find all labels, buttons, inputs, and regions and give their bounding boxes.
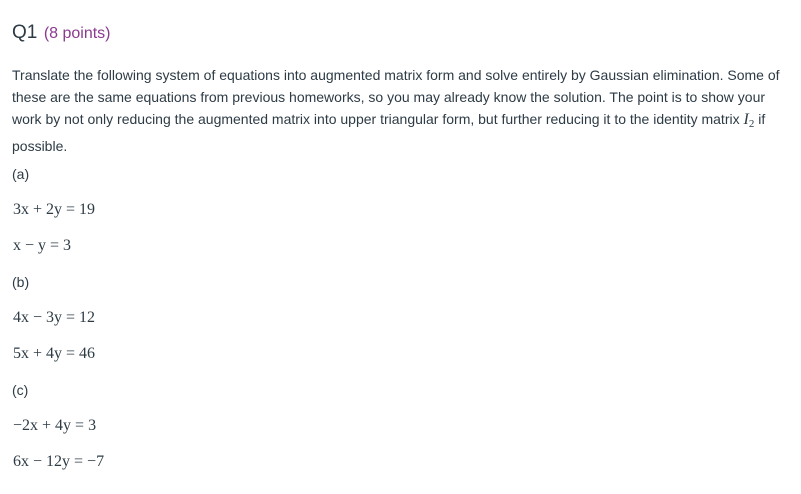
identity-matrix-symbol: I bbox=[743, 111, 749, 128]
question-title: Q1 bbox=[12, 22, 38, 43]
equation-c2: 6x − 12y = −7 bbox=[13, 453, 105, 470]
equation-c1: −2x + 4y = 3 bbox=[13, 417, 97, 434]
equation-a2: x − y = 3 bbox=[13, 237, 72, 254]
question-instructions bbox=[12, 64, 787, 157]
instructions-text-part1: Translate the following system of equations into augmented matrix form and solve entirely by Gaussian elimination. Some of these are the same equations from previous homeworks, so you may already know the solution. The point is to show your work by not only reducing the augmented matrix into upper triangular form, but further reducing it to the identity matrix bbox=[12, 67, 780, 127]
part-label-a: (a) bbox=[12, 166, 30, 182]
instructions-text-part2: if possible. bbox=[12, 111, 766, 154]
equation-a1: 3x + 2y = 19 bbox=[13, 201, 96, 218]
identity-matrix-subscript: 2 bbox=[748, 118, 755, 130]
part-label-b: (b) bbox=[12, 274, 30, 290]
equation-b2: 5x + 4y = 46 bbox=[13, 345, 96, 362]
equation-b1: 4x − 3y = 12 bbox=[13, 309, 96, 326]
part-label-c: (c) bbox=[12, 382, 29, 398]
question-points: (8 points) bbox=[43, 25, 111, 42]
question-header bbox=[12, 22, 111, 46]
